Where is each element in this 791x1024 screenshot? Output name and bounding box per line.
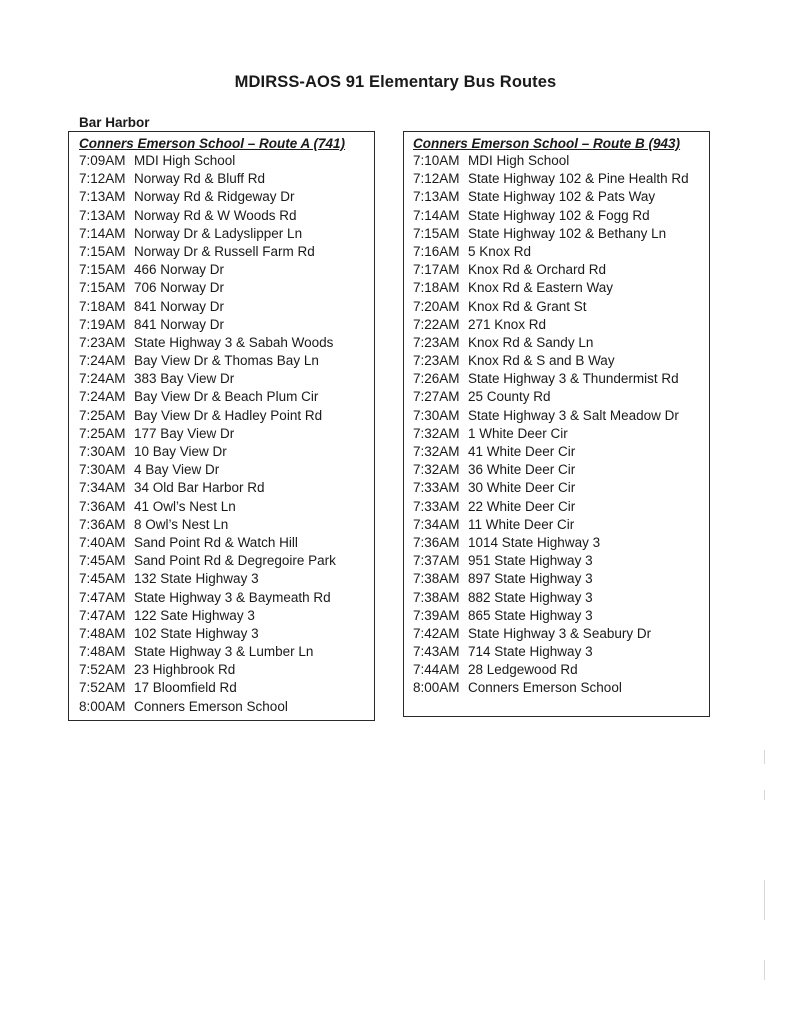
route-b-table [403, 131, 710, 717]
stop-row [413, 570, 709, 588]
stop-location: 1 White Deer Cir [468, 425, 568, 441]
stop-location: 714 State Highway 3 [468, 644, 593, 660]
stop-row [413, 679, 709, 697]
stop-row [413, 279, 709, 297]
stop-time: 7:09AM [79, 153, 126, 168]
stop-row [79, 498, 374, 516]
stop-row [413, 607, 709, 625]
stop-location: 10 Bay View Dr [134, 444, 227, 459]
stop-time: 7:18AM [79, 298, 126, 314]
stop-row [413, 261, 709, 279]
stop-location: Norway Dr & Russell Farm Rd [134, 243, 315, 259]
stop-location: State Highway 3 & Sabah Woods [134, 334, 334, 350]
stop-row [413, 170, 709, 188]
stop-time: 7:14AM [79, 225, 126, 241]
stop-time: 7:26AM [413, 371, 460, 387]
stop-location: 132 State Highway 3 [134, 571, 259, 587]
stop-location: Sand Point Rd & Watch Hill [134, 534, 298, 550]
stop-time: 7:48AM [79, 644, 126, 660]
route-b-stop-list [413, 152, 709, 698]
stop-time: 7:24AM [79, 371, 126, 387]
stop-location: 841 Norway Dr [134, 298, 225, 314]
stop-time: 7:33AM [413, 498, 460, 514]
stop-time: 7:47AM [79, 589, 126, 605]
stop-row [79, 352, 374, 370]
stop-row [79, 570, 374, 588]
stop-location: State Highway 3 & Baymeath Rd [134, 589, 331, 605]
stop-row [79, 661, 374, 679]
stop-time: 7:36AM [413, 534, 460, 550]
stop-time: 7:25AM [79, 407, 126, 423]
stop-time: 7:23AM [79, 334, 126, 350]
stop-time: 7:52AM [79, 662, 126, 678]
stop-location: MDI High School [468, 153, 570, 168]
stop-location: State Highway 102 & Fogg Rd [468, 207, 650, 223]
stop-time: 7:24AM [79, 389, 126, 405]
stop-row [413, 370, 709, 388]
stop-time: 7:18AM [413, 280, 460, 296]
stop-time: 7:30AM [413, 407, 460, 423]
scan-edge-mark [764, 790, 765, 800]
stop-location: 23 Highbrook Rd [134, 662, 236, 678]
stop-time: 7:30AM [79, 462, 126, 478]
stop-location: Sand Point Rd & Degregoire Park [134, 553, 336, 569]
stop-row [79, 607, 374, 625]
stop-time: 7:23AM [413, 334, 460, 350]
stop-row [413, 661, 709, 679]
stop-row [413, 407, 709, 425]
stop-row [79, 589, 374, 607]
stop-time: 7:19AM [79, 316, 126, 332]
stop-location: 4 Bay View Dr [134, 462, 220, 478]
stop-row [413, 243, 709, 261]
stop-time: 7:15AM [79, 243, 126, 259]
stop-location: 22 White Deer Cir [468, 498, 576, 514]
page-title: MDIRSS-AOS 91 Elementary Bus Routes [234, 73, 557, 91]
stop-time: 7:34AM [79, 480, 126, 496]
stop-time: 7:30AM [79, 444, 126, 459]
stop-row [79, 679, 374, 697]
stop-location: State Highway 3 & Lumber Ln [134, 644, 314, 660]
stop-location: Knox Rd & Sandy Ln [468, 334, 594, 350]
stop-location: State Highway 102 & Bethany Ln [468, 225, 667, 241]
stop-row [413, 152, 709, 170]
stop-time: 7:15AM [79, 280, 126, 296]
stop-location: Bay View Dr & Thomas Bay Ln [134, 353, 319, 369]
stop-location: 841 Norway Dr [134, 316, 225, 332]
stop-location: 177 Bay View Dr [134, 425, 235, 441]
stop-row [413, 443, 709, 461]
stop-row [79, 298, 374, 316]
stop-location: 5 Knox Rd [468, 243, 532, 259]
stop-time: 7:22AM [413, 316, 460, 332]
stop-location: Bay View Dr & Beach Plum Cir [134, 389, 319, 405]
stop-time: 7:12AM [413, 171, 460, 187]
stop-row [79, 534, 374, 552]
stop-time: 7:37AM [413, 553, 460, 569]
route-a-heading: Conners Emerson School – Route A (741) [79, 136, 346, 151]
stop-time: 8:00AM [79, 698, 126, 714]
stop-location: Knox Rd & Eastern Way [468, 280, 614, 296]
stop-row [79, 407, 374, 425]
stop-row [79, 698, 374, 716]
stop-row [413, 225, 709, 243]
stop-time: 7:14AM [413, 207, 460, 223]
stop-row [79, 443, 374, 461]
stop-row [413, 498, 709, 516]
stop-row [413, 388, 709, 406]
route-a-stop-list [79, 152, 374, 716]
stop-row [79, 279, 374, 297]
stop-row [79, 152, 374, 170]
stop-row [79, 388, 374, 406]
stop-location: 102 State Highway 3 [134, 625, 259, 641]
stop-location: 897 State Highway 3 [468, 571, 593, 587]
stop-row [413, 479, 709, 497]
stop-row [79, 425, 374, 443]
route-b-heading: Conners Emerson School – Route B (943) [413, 136, 681, 151]
scan-edge-mark [764, 750, 765, 764]
stop-time: 7:47AM [79, 607, 126, 623]
stop-time: 7:36AM [79, 516, 126, 532]
stop-time: 7:20AM [413, 298, 460, 314]
route-a-table [68, 131, 375, 721]
stop-location: 271 Knox Rd [468, 316, 547, 332]
stop-time: 7:34AM [413, 516, 460, 532]
stop-time: 7:13AM [79, 189, 126, 205]
stop-row [79, 552, 374, 570]
stop-row [413, 516, 709, 534]
scan-edge-mark [764, 880, 765, 920]
stop-time: 7:52AM [79, 680, 126, 696]
stop-time: 7:15AM [413, 225, 460, 241]
stop-row [79, 461, 374, 479]
stop-row [413, 589, 709, 607]
stop-time: 7:45AM [79, 571, 126, 587]
stop-location: 17 Bloomfield Rd [134, 680, 237, 696]
stop-row [413, 461, 709, 479]
stop-location: 1014 State Highway 3 [468, 534, 601, 550]
stop-time: 7:32AM [413, 425, 460, 441]
stop-location: Conners Emerson School [134, 698, 288, 714]
stop-location: 865 State Highway 3 [468, 607, 593, 623]
stop-location: 11 White Deer Cir [468, 516, 575, 532]
stop-row [79, 334, 374, 352]
stop-time: 7:27AM [413, 389, 460, 405]
stop-row [413, 534, 709, 552]
stop-location: 28 Ledgewood Rd [468, 662, 578, 678]
stop-row [79, 188, 374, 206]
stop-time: 7:38AM [413, 589, 460, 605]
stop-row [413, 207, 709, 225]
stop-location: State Highway 102 & Pats Way [468, 189, 656, 205]
stop-location: 25 County Rd [468, 389, 551, 405]
stop-row [413, 334, 709, 352]
stop-location: 383 Bay View Dr [134, 371, 235, 387]
stop-time: 7:10AM [413, 153, 460, 168]
stop-location: State Highway 102 & Pine Health Rd [468, 171, 689, 187]
stop-row [79, 370, 374, 388]
stop-location: State Highway 3 & Salt Meadow Dr [468, 407, 679, 423]
stop-location: Norway Rd & W Woods Rd [134, 207, 297, 223]
stop-row [413, 298, 709, 316]
stop-time: 7:12AM [79, 171, 126, 187]
stop-location: 951 State Highway 3 [468, 553, 593, 569]
stop-location: MDI High School [134, 153, 236, 168]
stop-location: 706 Norway Dr [134, 280, 225, 296]
stop-location: 466 Norway Dr [134, 262, 225, 278]
stop-row [79, 170, 374, 188]
stop-time: 7:17AM [413, 262, 460, 278]
stop-time: 7:32AM [413, 444, 460, 459]
stop-row [413, 188, 709, 206]
stop-location: State Highway 3 & Thundermist Rd [468, 371, 679, 387]
stop-time: 8:00AM [413, 680, 460, 696]
stop-time: 7:24AM [79, 353, 126, 369]
stop-time: 7:16AM [413, 243, 460, 259]
stop-location: Norway Rd & Bluff Rd [134, 171, 266, 187]
stop-time: 7:42AM [413, 625, 460, 641]
stop-row [79, 243, 374, 261]
stop-location: 41 Owl’s Nest Ln [134, 498, 236, 514]
stop-time: 7:32AM [413, 462, 460, 478]
stop-location: Knox Rd & S and B Way [468, 353, 615, 369]
stop-location: 8 Owl’s Nest Ln [134, 516, 229, 532]
stop-row [79, 207, 374, 225]
stop-time: 7:38AM [413, 571, 460, 587]
stop-location: State Highway 3 & Seabury Dr [468, 625, 652, 641]
stop-time: 7:25AM [79, 425, 126, 441]
stop-row [79, 225, 374, 243]
stop-time: 7:23AM [413, 353, 460, 369]
stop-location: Knox Rd & Orchard Rd [468, 262, 607, 278]
stop-row [413, 352, 709, 370]
stop-time: 7:13AM [413, 189, 460, 205]
stop-location: 30 White Deer Cir [468, 480, 576, 496]
stop-time: 7:15AM [79, 262, 126, 278]
stop-location: Knox Rd & Grant St [468, 298, 587, 314]
stop-time: 7:39AM [413, 607, 460, 623]
stop-location: Norway Dr & Ladyslipper Ln [134, 225, 303, 241]
stop-row [413, 643, 709, 661]
stop-row [79, 479, 374, 497]
stop-row [413, 425, 709, 443]
stop-location: 122 Sate Highway 3 [134, 607, 255, 623]
stop-time: 7:43AM [413, 644, 460, 660]
stop-row [413, 625, 709, 643]
stop-time: 7:48AM [79, 625, 126, 641]
stop-time: 7:45AM [79, 553, 126, 569]
stop-time: 7:40AM [79, 534, 126, 550]
stop-row [79, 316, 374, 334]
scan-edge-mark [764, 960, 765, 980]
stop-location: Conners Emerson School [468, 680, 622, 696]
stop-location: 882 State Highway 3 [468, 589, 593, 605]
stop-location: Bay View Dr & Hadley Point Rd [134, 407, 323, 423]
stop-row [79, 261, 374, 279]
stop-location: 36 White Deer Cir [468, 462, 576, 478]
stop-row [413, 316, 709, 334]
stop-row [79, 516, 374, 534]
stop-location: Norway Rd & Ridgeway Dr [134, 189, 295, 205]
stop-time: 7:33AM [413, 480, 460, 496]
location-label: Bar Harbor [79, 115, 150, 130]
stop-row [413, 552, 709, 570]
stop-location: 34 Old Bar Harbor Rd [134, 480, 265, 496]
stop-row [79, 625, 374, 643]
stop-time: 7:44AM [413, 662, 460, 678]
stop-location: 41 White Deer Cir [468, 444, 576, 459]
stop-time: 7:36AM [79, 498, 126, 514]
stop-row [79, 643, 374, 661]
stop-time: 7:13AM [79, 207, 126, 223]
